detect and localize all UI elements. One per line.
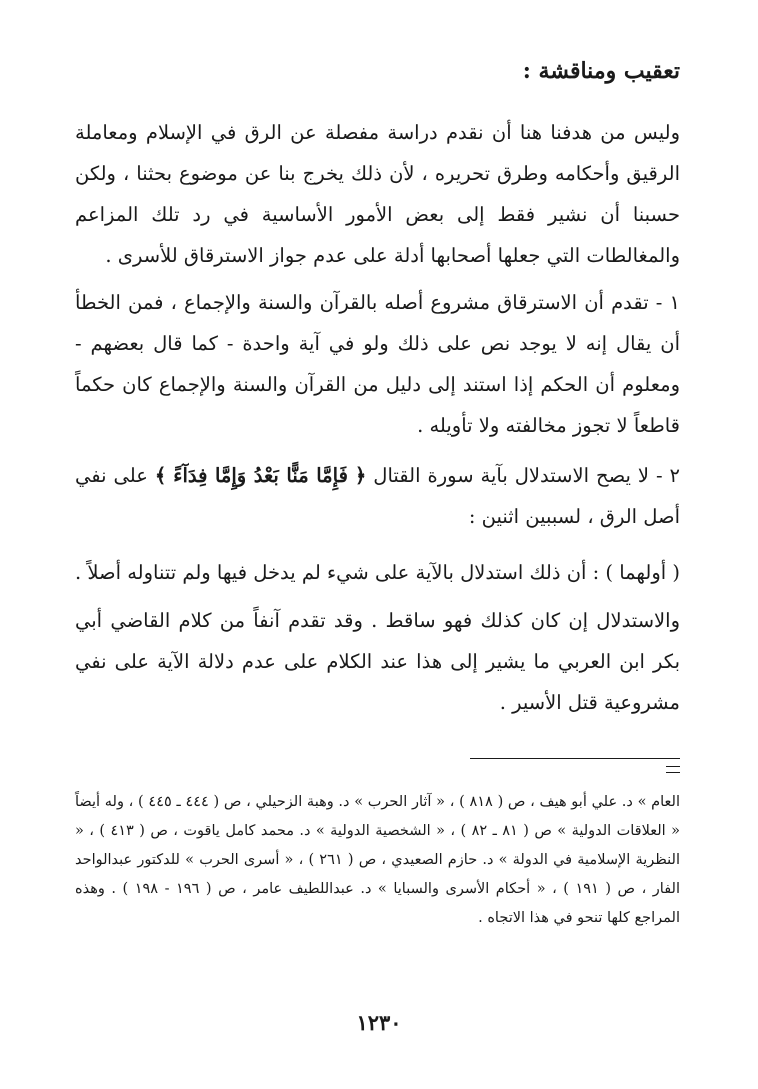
footnote-separator [470, 758, 680, 759]
point-one-paragraph: ١ - تقدم أن الاسترقاق مشروع أصله بالقرآن والسنة والإجماع ، فمن الخطأ أن يقال إنه لا يوجد نص على ذلك ولو في آية واحدة - كما قال بعضهم - ومعلوم أن الحكم إذا استند إلى دليل من القرآن والسنة والإجماع كان حكماً قاطعاً لا تجوز مخالفته ولا تأويله . [75, 291, 680, 437]
conclusion-paragraph: والاستدلال إن كان كذلك فهو ساقط . وقد تقدم آنفاً من كلام القاضي أبي بكر ابن العربي ما يشير إلى هذا عند الكلام على عدم دلالة الآية على نفي مشروعية قتل الأسير . [75, 609, 680, 714]
page-number: ١٢٣٠ [356, 1010, 402, 1035]
point-two-paragraph [75, 455, 680, 537]
quran-verse: فَإِمَّا مَنًّا بَعْدُ وَإِمَّا فِدَآءً [173, 464, 348, 487]
intro-paragraph: وليس من هدفنا هنا أن نقدم دراسة مفصلة عن الرق في الإسلام ومعاملة الرقيق وأحكامه وطرق تحريره ، لأن ذلك يخرج بنا عن موضوع بحثنا ، ولكن حسبنا أن نشير فقط إلى بعض الأمور الأساسية في رد تلك المزاعم والمغالطات التي جعلها أصحابها أدلة على عدم جواز الاسترقاق للأسرى . [75, 121, 680, 267]
point-two-lead: ٢ - لا يصح الاستدلال بآية سورة القتال [373, 464, 681, 487]
section-heading: تعقيب ومناقشة : [522, 58, 680, 84]
point-two-tail: على نفي أصل الرق ، لسببين اثنين : [75, 464, 680, 528]
footnote-continuation-mark [666, 766, 680, 773]
footnote-text: العام » د. علي أبو هيف ، ص ( ٨١٨ ) ، « آثار الحرب » د. وهبة الزحيلي ، ص ( ٤٤٤ ـ ٤٤٥ ) ، وله أيضاً « العلاقات الدولية » ص ( ٨١ ـ ٨٢ ) ، « الشخصية الدولية » د. محمد كامل ياقوت ، ص ( ٤١٣ ) ، « النظرية الإسلامية في الدولة » د. حازم الصعيدي ، ص ( ٢٦١ ) ، « أسرى الحرب » للدكتور عبدالواحد الفار ، ص ( ١٩١ ) ، « أحكام الأسرى والسبايا » د. عبداللطيف عامر ، ص ( ١٩٦ - ١٩٨ ) . وهذه المراجع كلها تنحو في هذا الاتجاه . [75, 794, 681, 926]
first-reason-paragraph: ( أولهما ) : أن ذلك استدلال بالآية على شيء لم يدخل فيها ولم تتناوله أصلاً . [74, 561, 680, 584]
quran-brace-open: ﴿ [354, 464, 367, 487]
quran-brace-close: ﴾ [154, 464, 167, 487]
